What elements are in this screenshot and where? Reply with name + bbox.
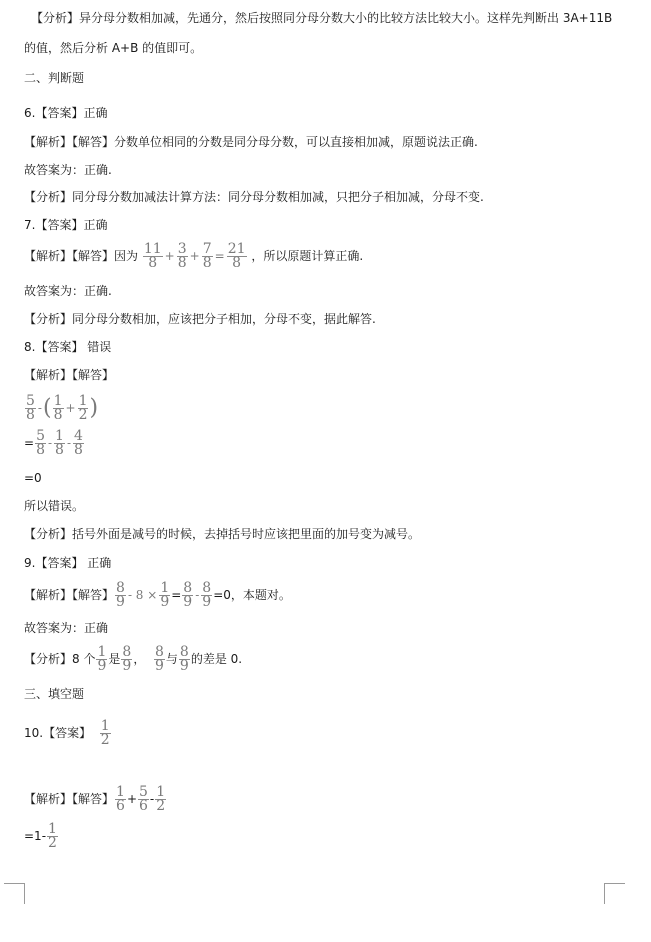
q9-analysis bbox=[24, 644, 242, 674]
q9-analysis-comma: ， bbox=[133, 652, 146, 666]
equals-sign: = bbox=[171, 588, 182, 602]
fraction-8-9: $\frac{8}{9}$ bbox=[183, 580, 193, 610]
q10-step bbox=[24, 821, 59, 851]
fraction-1-2: $\frac{1}{2}$ bbox=[156, 784, 166, 814]
q9-explanation bbox=[24, 580, 291, 610]
fraction-1-6: $\frac{1}{6}$ bbox=[116, 784, 125, 814]
q10-explanation bbox=[24, 784, 167, 814]
q9-analysis-suffix: 的差是 0. bbox=[190, 652, 243, 666]
q6-analysis: 【分析】同分母分数加减法计算方法：同分母分数相加减，只把分子相加减，分母不变. bbox=[24, 190, 484, 204]
q8-explanation: 【解析】【解答】 bbox=[24, 368, 115, 382]
fraction-5-6: $\frac{5}{6}$ bbox=[139, 784, 148, 814]
q7-analysis: 【分析】同分母分数相加，应该把分子相加，分母不变，据此解答. bbox=[24, 312, 376, 326]
section-heading-fill-in: 三、填空题 bbox=[24, 687, 85, 701]
q10-step-prefix: =1- bbox=[24, 829, 47, 843]
page-corner-mark-right bbox=[604, 883, 625, 904]
minus-sign: - bbox=[149, 792, 155, 806]
q6-conclusion: 故答案为：正确. bbox=[24, 163, 112, 177]
q7-explanation-suffix: ，所以原题计算正确. bbox=[251, 249, 364, 263]
fraction-8-9: $\frac{8}{9}$ bbox=[116, 580, 125, 610]
fraction-1-2: $\frac{1}{2}$ bbox=[78, 393, 88, 423]
fraction-1-2: $\frac{1}{2}$ bbox=[48, 821, 57, 851]
q9-analysis-and: 与 bbox=[165, 652, 178, 666]
q6-answer: 6.【答案】正确 bbox=[24, 106, 108, 120]
q9-answer: 9.【答案】 正确 bbox=[24, 556, 112, 570]
fraction-5-8: $\frac{5}{8}$ bbox=[26, 393, 35, 423]
q8-answer: 8.【答案】 错误 bbox=[24, 340, 112, 354]
q9-analysis-is: 是 bbox=[108, 652, 121, 666]
q6-explanation: 【解析】【解答】分数单位相同的分数是同分母分数，可以直接相加减，原题说法正确. bbox=[24, 135, 478, 149]
q8-result: =0 bbox=[24, 471, 42, 485]
plus-sign: + bbox=[126, 792, 137, 806]
minus-times: - 8 × bbox=[127, 588, 158, 602]
q7-conclusion: 故答案为：正确. bbox=[24, 284, 112, 298]
minus-sign: - bbox=[47, 436, 53, 450]
equals-sign: = bbox=[24, 436, 35, 450]
fraction-1-8: $\frac{1}{8}$ bbox=[53, 393, 63, 423]
analysis-line-2: 的值，然后分析 A+B 的值即可。 bbox=[24, 41, 203, 55]
fraction-1-9: $\frac{1}{9}$ bbox=[97, 644, 107, 674]
minus-sign: - bbox=[66, 436, 72, 450]
q8-equation-line-2 bbox=[24, 428, 85, 458]
minus-sign: - bbox=[195, 588, 200, 602]
fraction-11-8: $\frac{11}{8}$ bbox=[143, 241, 162, 271]
q7-explanation-prefix: 【解析】【解答】因为 bbox=[24, 249, 139, 263]
q10-answer bbox=[24, 718, 112, 748]
fraction-1-8: $\frac{1}{8}$ bbox=[55, 428, 64, 458]
q9-explanation-suffix: =0，本题对。 bbox=[213, 588, 291, 602]
fraction-1-9: $\frac{1}{9}$ bbox=[160, 580, 170, 610]
equals-sign: = bbox=[214, 249, 225, 263]
q7-answer: 7.【答案】正确 bbox=[24, 218, 108, 232]
fraction-8-9: $\frac{8}{9}$ bbox=[179, 644, 189, 674]
q7-explanation bbox=[24, 242, 363, 270]
fraction-8-9: $\frac{8}{9}$ bbox=[122, 644, 132, 674]
q10-answer-label: 10.【答案】 bbox=[24, 726, 92, 740]
q8-wrong-statement: 所以错误。 bbox=[24, 499, 85, 513]
q9-conclusion: 故答案为：正确 bbox=[24, 621, 109, 635]
fraction-8-9: $\frac{8}{9}$ bbox=[154, 644, 164, 674]
q10-explanation-prefix: 【解析】【解答】 bbox=[24, 792, 115, 806]
fraction-5-8: $\frac{5}{8}$ bbox=[36, 428, 45, 458]
q8-analysis: 【分析】括号外面是减号的时候，去掉括号时应该把里面的加号变为减号。 bbox=[24, 527, 421, 541]
analysis-line-1: 【分析】异分母分数相加减，先通分，然后按照同分母分数大小的比较方法比较大小。这样先判断出 3A+11B bbox=[31, 11, 613, 25]
minus-sign: - bbox=[37, 401, 42, 415]
left-paren: ( bbox=[42, 395, 52, 421]
fraction-8-9: $\frac{8}{9}$ bbox=[202, 580, 212, 610]
fraction-1-2: $\frac{1}{2}$ bbox=[100, 718, 110, 748]
fraction-4-8: $\frac{4}{8}$ bbox=[74, 428, 83, 458]
plus-sign: + bbox=[189, 249, 200, 263]
page-corner-mark-left bbox=[4, 883, 25, 904]
q9-explanation-prefix: 【解析】【解答】 bbox=[24, 588, 115, 602]
q9-analysis-prefix: 【分析】8 个 bbox=[24, 652, 96, 666]
q8-equation-line-1 bbox=[24, 393, 98, 424]
plus-sign: + bbox=[65, 401, 76, 415]
fraction-7-8: $\frac{7}{8}$ bbox=[202, 241, 212, 271]
fraction-21-8: $\frac{21}{8}$ bbox=[227, 241, 246, 271]
fraction-3-8: $\frac{3}{8}$ bbox=[177, 241, 187, 271]
section-heading-judgement: 二、判断题 bbox=[24, 71, 85, 85]
right-paren: ) bbox=[89, 395, 99, 421]
plus-sign: + bbox=[164, 249, 175, 263]
